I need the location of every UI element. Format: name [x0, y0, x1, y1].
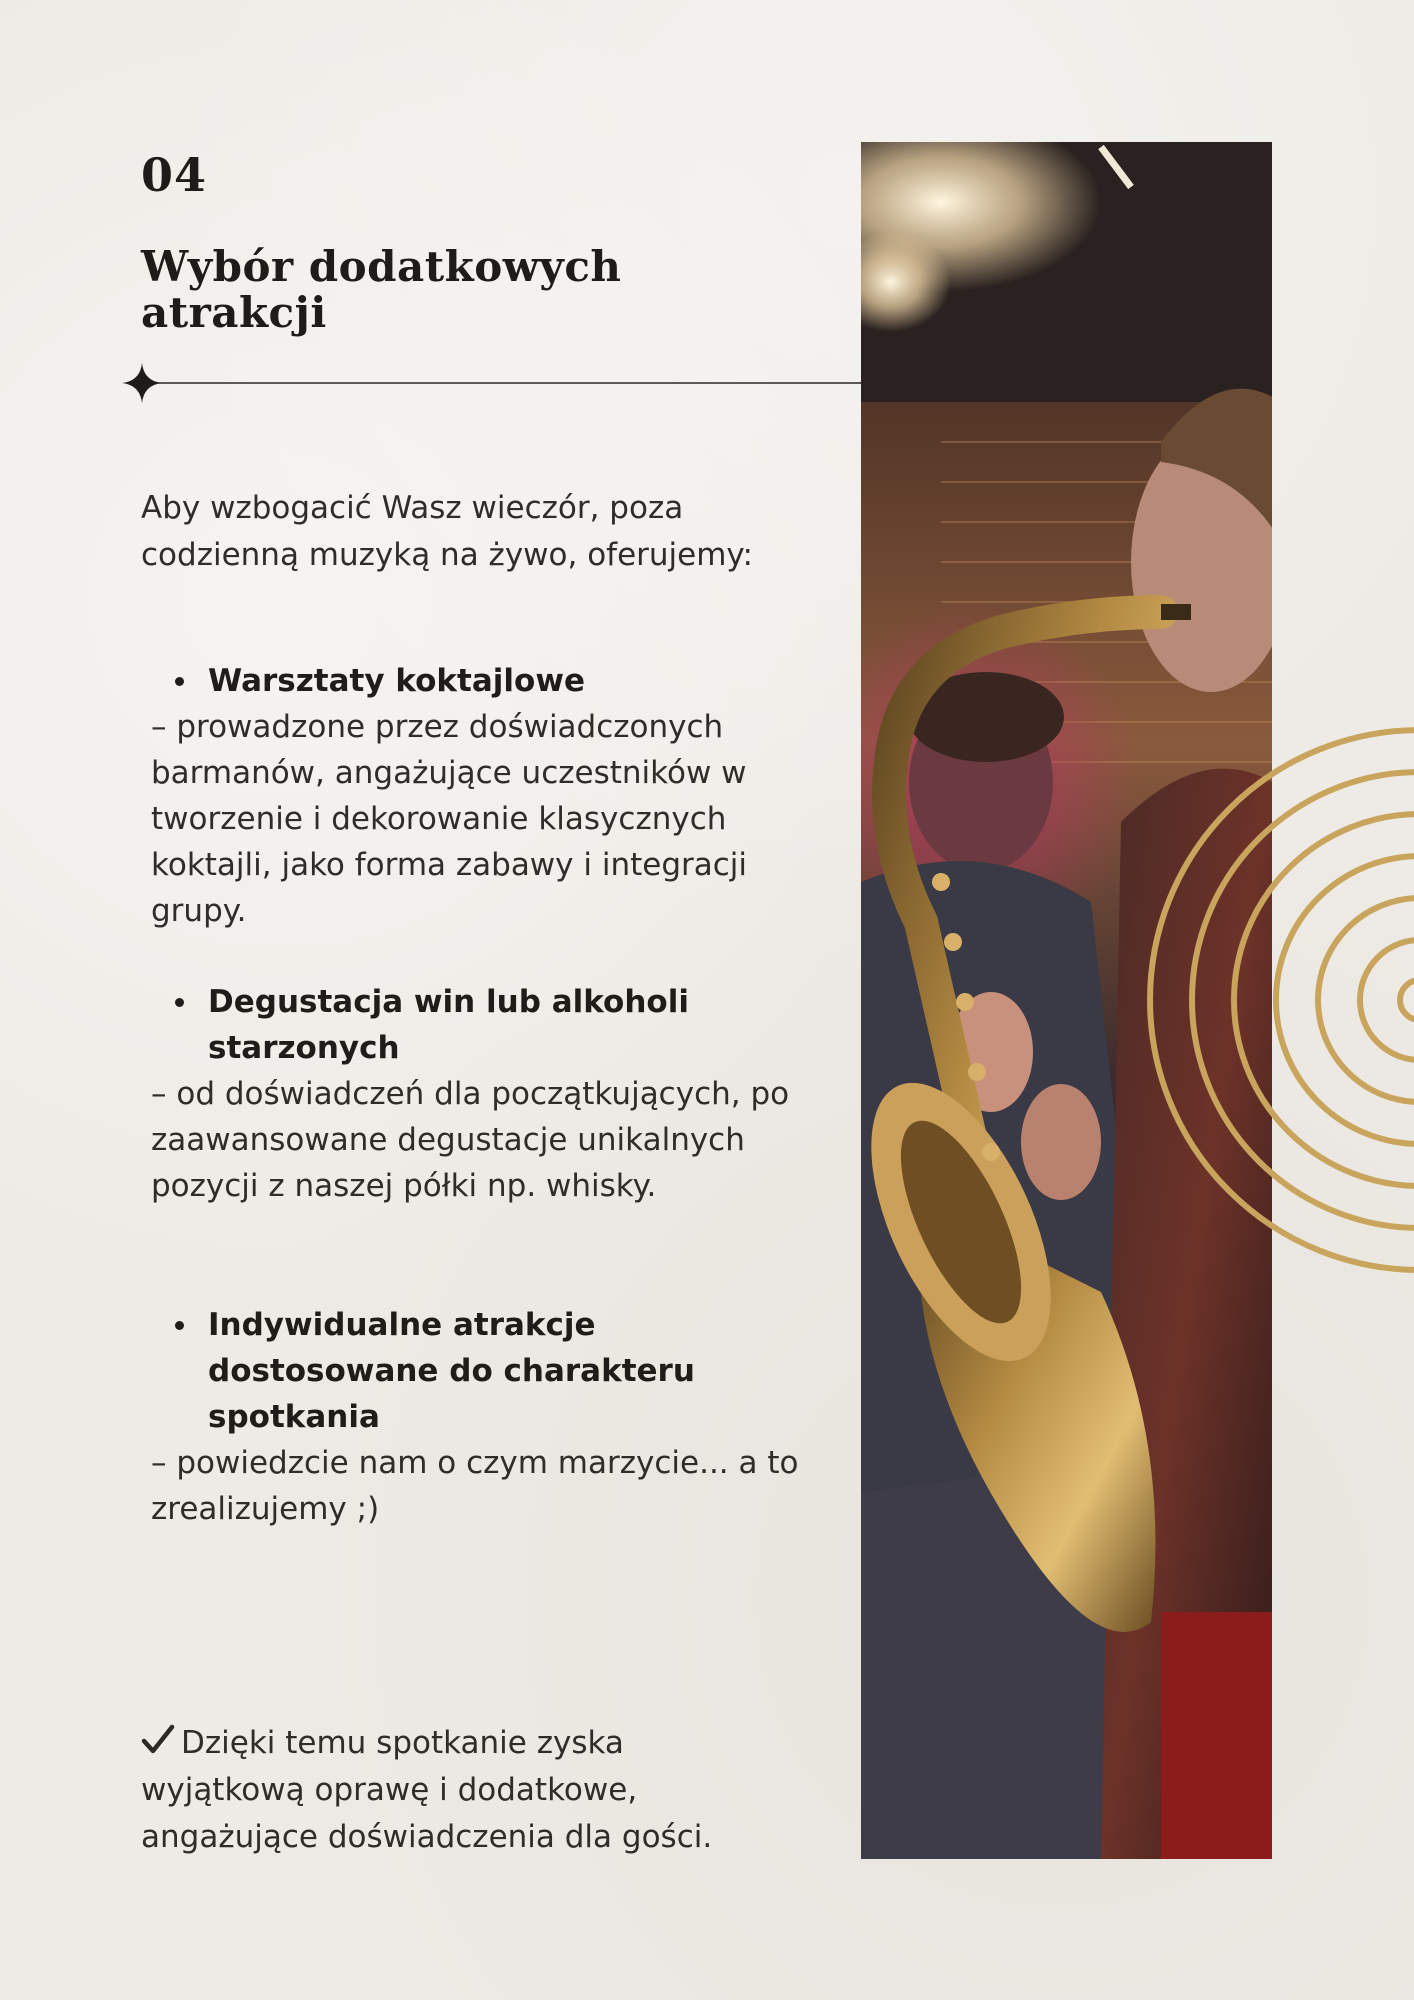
feature-item-custom-attractions: [151, 1302, 811, 1532]
summary-text: [141, 1720, 781, 1861]
sparkle-star-icon: [122, 363, 162, 403]
feature-item-tasting: [151, 979, 811, 1209]
feature-item-cocktail-workshops: [151, 658, 811, 934]
concentric-rings-icon: [1140, 720, 1414, 1280]
feature-title: Indywidualne atrakcje dostosowane do charakteru spotkania: [151, 1302, 811, 1440]
feature-description: – od doświadczeń dla początkujących, po zaawansowane degustacje unikalnych pozycji z naszej półki np. whisky.: [151, 1076, 790, 1204]
summary-label: Dzięki temu spotkanie zyska wyjątkową oprawę i dodatkowe, angażujące doświadczenia dla gości.: [141, 1725, 713, 1855]
checkmark-icon: [141, 1723, 175, 1757]
feature-title: Degustacja win lub alkoholi starzonych: [151, 979, 811, 1071]
feature-title: Warsztaty koktajlowe: [151, 658, 811, 704]
feature-description: – powiedzcie nam o czym marzycie... a to zrealizujemy ;): [151, 1445, 799, 1527]
section-number: 04: [141, 148, 208, 202]
feature-description: – prowadzone przez doświadczonych barmanów, angażujące uczestników w tworzenie i dekorowanie klasycznych koktajli, jako forma zabawy i integracji grupy.: [151, 709, 748, 929]
title-divider: [122, 363, 862, 403]
feature-list: [151, 658, 811, 1532]
intro-text: Aby wzbogacić Wasz wieczór, poza codzienną muzyką na żywo, oferujemy:: [141, 490, 753, 573]
page-title: Wybór dodatkowych atrakcji: [141, 242, 622, 337]
